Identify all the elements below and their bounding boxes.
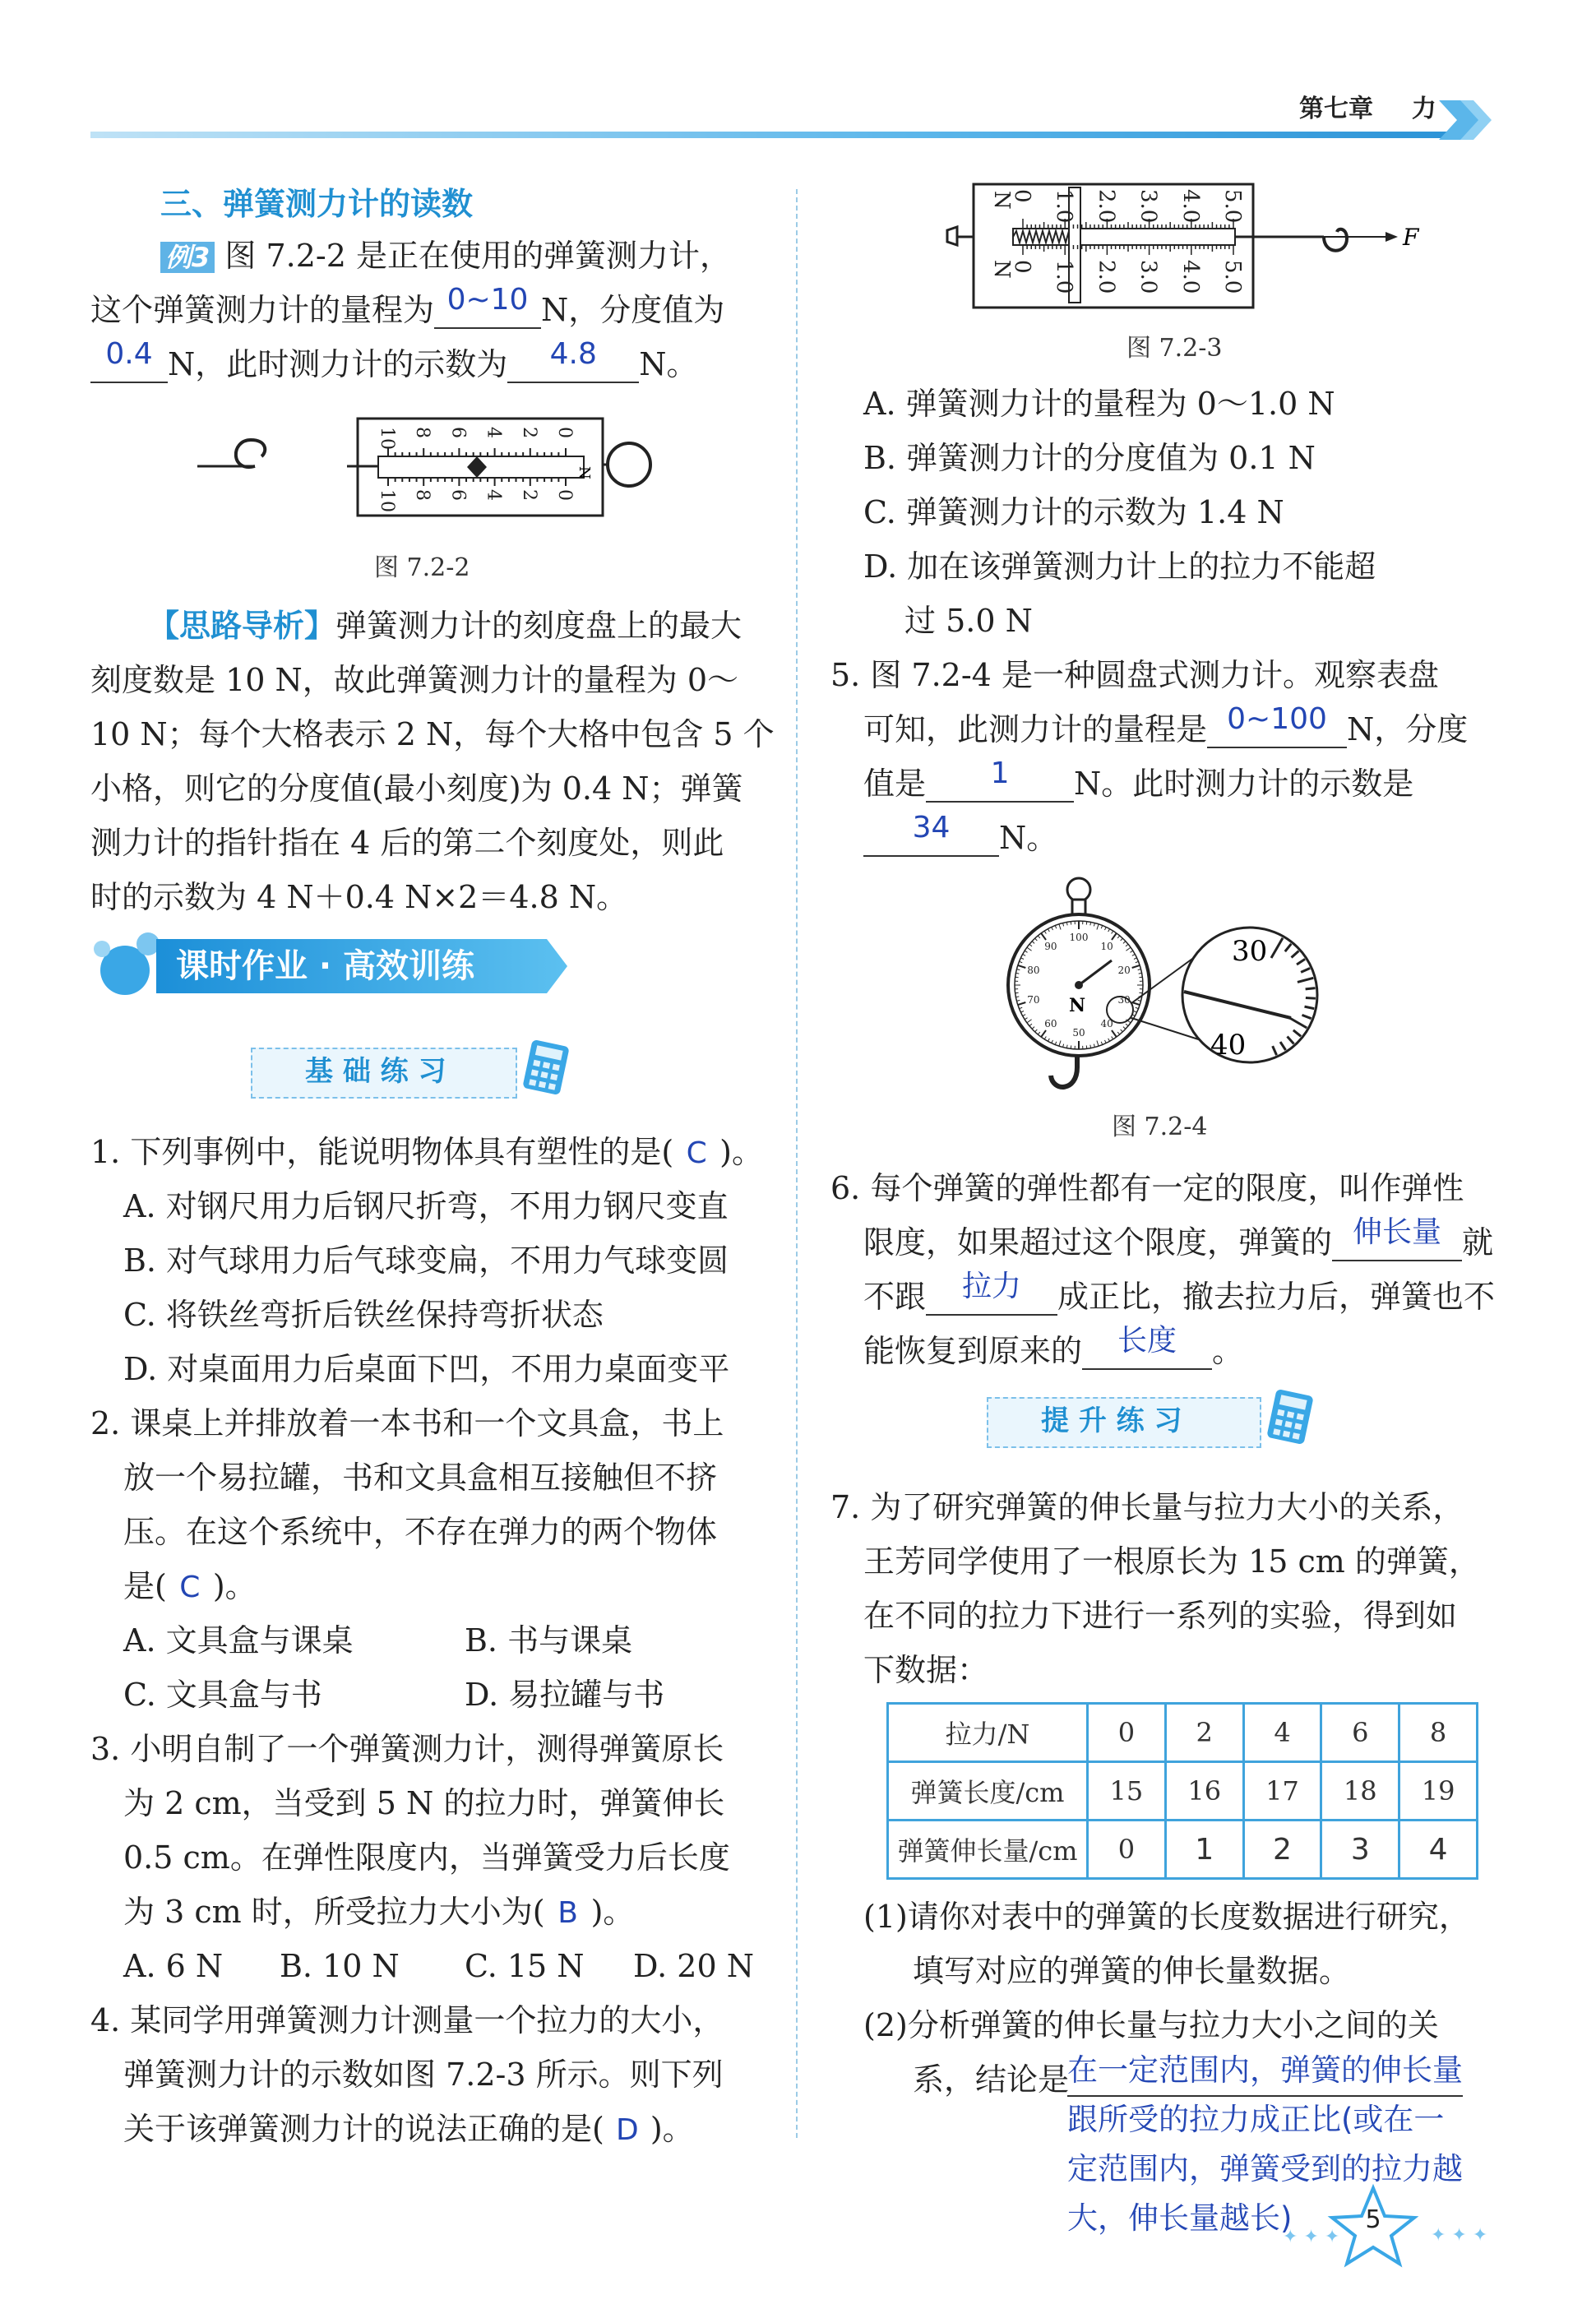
q7-conclusion-3: 定范围内，弹簧受到的拉力越 xyxy=(1067,2151,1463,2186)
scale-tick-label: 2.0 xyxy=(1094,260,1119,294)
scale-tick-label: 4.0 xyxy=(1177,189,1203,224)
scale-tick-label: 4.0 xyxy=(1177,260,1203,294)
q2-option-c: C. 文具盒与书 xyxy=(123,1677,322,1713)
homework-banner xyxy=(90,928,567,1002)
dial-label: 90 xyxy=(1044,941,1057,953)
q4-line1: 4. 某同学用弹簧测力计测量一个拉力的大小， xyxy=(90,2002,724,2038)
table-header-cell: 弹簧长度/cm xyxy=(888,1762,1088,1821)
q7-conclusion-1: 在一定范围内，弹簧的伸长量 xyxy=(1067,2046,1463,2097)
analysis-line4: 小格，则它的分度值(最小刻度)为 0.4 N；弹簧 xyxy=(90,770,743,807)
scale-tick-label: 1.0 xyxy=(1052,260,1077,294)
scale-tick-label: 10 xyxy=(377,489,397,512)
figure-spring-scale-horizontal xyxy=(197,415,658,522)
example3-text-2b: N，分度值为 xyxy=(541,292,725,328)
figure-caption-7-2-2: 图 7.2-2 xyxy=(374,553,470,582)
header-rule xyxy=(90,132,1472,138)
example3-text-1: 图 7.2-2 是正在使用的弹簧测力计， xyxy=(224,238,731,274)
q4-option-a: A. 弹簧测力计的量程为 0～1.0 N xyxy=(863,386,1335,422)
scale-tick-label: 6 xyxy=(447,489,469,501)
q1-close: )。 xyxy=(719,1134,763,1170)
advanced-practice-label: 提 升 练 习 xyxy=(1041,1404,1182,1437)
analysis-line2: 刻度数是 10 N，故此弹簧测力计的量程为 0～ xyxy=(90,662,739,698)
q2-last: 是( xyxy=(123,1568,167,1604)
dial-label: 50 xyxy=(1072,1027,1085,1039)
scale-tick-label: 1.0 xyxy=(1052,189,1077,224)
table-row xyxy=(888,1762,1478,1821)
table-cell: 16 xyxy=(1165,1762,1243,1821)
q7-line4: 下数据： xyxy=(863,1652,989,1688)
scale-tick-label: 6 xyxy=(447,427,469,438)
dial-label: 100 xyxy=(1069,932,1089,943)
q7-line1: 7. 为了研究弹簧的伸长量与拉力大小的关系， xyxy=(830,1489,1464,1525)
analysis-line1 xyxy=(148,599,742,653)
table-cell: 19 xyxy=(1399,1762,1478,1821)
force-label: F xyxy=(1403,224,1419,251)
q5-text-2a: 可知，此测力计的量程是 xyxy=(863,711,1208,747)
calculator-icon xyxy=(522,1039,573,1097)
q4-line2: 弹簧测力计的示数如图 7.2-3 所示。则下列 xyxy=(123,2057,724,2093)
q2-close: )。 xyxy=(212,1568,257,1604)
q1-stem xyxy=(90,1125,763,1181)
table-header-cell: 拉力/N xyxy=(888,1704,1088,1762)
q5-answer-division: 1 xyxy=(926,747,1074,803)
q3-option-b: B. 10 N xyxy=(280,1948,400,1984)
svg-text:N: N xyxy=(1069,995,1086,1016)
advanced-practice-tag xyxy=(987,1394,1332,1451)
q7-sub2-prefix: 系，结论是 xyxy=(913,2061,1070,2098)
scale-tick-label: 0 xyxy=(554,427,575,438)
q3-option-a: A. 6 N xyxy=(123,1948,224,1984)
q6-answer-3: 长度 xyxy=(1082,1314,1212,1370)
analysis-line6: 时的示数为 4 N＋0.4 N×2＝4.8 N。 xyxy=(90,879,628,915)
q3-last: 为 3 cm 时，所受拉力大小为( xyxy=(123,1894,545,1930)
analysis-label: 【思路导析】 xyxy=(148,608,336,644)
q6-text-2a: 限度，如果超过这个限度，弹簧的 xyxy=(863,1224,1333,1261)
dial-label: 70 xyxy=(1027,993,1040,1006)
calculator-icon xyxy=(1266,1389,1317,1446)
q3-line4 xyxy=(123,1885,634,1941)
q1-answer: C xyxy=(686,1136,707,1170)
q2-line4 xyxy=(123,1559,257,1615)
q2-option-a: A. 文具盒与课桌 xyxy=(123,1622,354,1659)
table-answer-cell: 2 xyxy=(1243,1821,1321,1879)
table-answer-cell: 4 xyxy=(1399,1821,1478,1879)
q6-text-2b: 就 xyxy=(1462,1224,1494,1261)
q4-option-d-cont: 过 5.0 N xyxy=(904,603,1033,639)
table-cell: 0 xyxy=(1088,1821,1166,1879)
example-badge: 例3 xyxy=(160,242,215,273)
table-cell: 0 xyxy=(1088,1704,1166,1762)
q1-option-b: B. 对气球用力后气球变扁，不用力气球变圆 xyxy=(123,1242,729,1279)
figure-caption-7-2-3: 图 7.2-3 xyxy=(1126,334,1223,363)
table-row xyxy=(888,1704,1478,1762)
scale-tick-label: 8 xyxy=(412,489,433,501)
q6-line1: 6. 每个弹簧的弹性都有一定的限度，叫作弹性 xyxy=(830,1170,1464,1206)
data-table xyxy=(886,1702,1478,1880)
basic-practice-label: 基 础 练 习 xyxy=(305,1055,446,1088)
q6-text-3b: 成正比，撤去拉力后，弹簧也不 xyxy=(1057,1279,1496,1315)
header-chapter-title: 力 xyxy=(1411,95,1436,123)
q6-line4 xyxy=(863,1324,1243,1381)
figure-caption-7-2-4: 图 7.2-4 xyxy=(1112,1113,1208,1141)
page-number-star-icon xyxy=(1283,2183,1497,2274)
dial-label: 60 xyxy=(1044,1017,1057,1029)
q6-text-3a: 不跟 xyxy=(863,1279,927,1315)
answer-reading: 4.8 xyxy=(507,327,639,383)
q5-text-3b: N。此时测力计的示数是 xyxy=(1074,766,1414,802)
q7-line2: 王芳同学使用了一根原长为 15 cm 的弹簧， xyxy=(863,1543,1480,1580)
analysis-line5: 测力计的指针指在 4 后的第二个刻度处，则此 xyxy=(90,825,724,861)
dial-label: 20 xyxy=(1117,965,1131,977)
dial-label: 10 xyxy=(1100,941,1113,953)
scale-unit: N xyxy=(989,260,1014,279)
table-answer-cell: 1 xyxy=(1165,1821,1243,1879)
scale-tick-label: 2.0 xyxy=(1094,189,1119,224)
banner-title: 课时作业 · 高效训练 xyxy=(176,947,475,985)
table-cell: 2 xyxy=(1165,1704,1243,1762)
example3-line3 xyxy=(90,337,698,395)
q4-option-d: D. 加在该弹簧测力计上的拉力不能超 xyxy=(863,548,1376,585)
scale-tick-label: 3.0 xyxy=(1136,189,1161,224)
q5-text-2b: N，分度 xyxy=(1347,711,1469,747)
q5-text-4b: N。 xyxy=(999,820,1058,856)
q4-last: 关于该弹簧测力计的说法正确的是( xyxy=(123,2111,604,2147)
table-cell: 15 xyxy=(1088,1762,1166,1821)
q6-text-4b: 。 xyxy=(1212,1333,1244,1369)
q6-answer-1: 伸长量 xyxy=(1332,1205,1462,1261)
table-header-cell: 弹簧伸长量/cm xyxy=(888,1821,1088,1879)
q7-conclusion-2: 跟所受的拉力成正比(或在一 xyxy=(1067,2102,1445,2137)
scale-unit: N xyxy=(989,191,1014,210)
q2-answer: C xyxy=(179,1571,201,1604)
q1-stem-text: 1. 下列事例中，能说明物体具有塑性的是( xyxy=(90,1134,674,1170)
example3-text-3a: N，此时测力计的示数为 xyxy=(168,346,508,382)
q1-option-a: A. 对钢尺用力后钢尺折弯，不用力钢尺变直 xyxy=(123,1188,729,1224)
q4-option-b: B. 弹簧测力计的分度值为 0.1 N xyxy=(863,440,1316,476)
example3-text-2a: 这个弹簧测力计的量程为 xyxy=(90,292,435,328)
basic-practice-tag xyxy=(251,1044,580,1102)
q5-answer-range: 0~100 xyxy=(1207,692,1347,748)
q4-option-c: C. 弹簧测力计的示数为 1.4 N xyxy=(863,494,1284,530)
analysis-line3: 10 N；每个大格表示 2 N，每个大格中包含 5 个 xyxy=(90,716,775,752)
table-cell: 17 xyxy=(1243,1762,1321,1821)
q2-option-d: D. 易拉罐与书 xyxy=(465,1677,665,1713)
table-cell: 8 xyxy=(1399,1704,1478,1762)
scale-unit: N xyxy=(576,466,593,479)
q7-conclusion-4: 大，伸长量越长) xyxy=(1067,2200,1293,2236)
page-number: 5 xyxy=(1365,2205,1381,2234)
table-cell: 4 xyxy=(1243,1704,1321,1762)
q1-option-d: D. 对桌面用力后桌面下凹，不用力桌面变平 xyxy=(123,1351,730,1387)
header-arrow-icon xyxy=(1439,97,1497,143)
scale-tick-label: 2 xyxy=(518,489,539,501)
q2-line1: 2. 课桌上并排放着一本书和一个文具盒，书上 xyxy=(90,1405,724,1441)
scale-tick-label: 8 xyxy=(412,427,433,438)
q6-text-4a: 能恢复到原来的 xyxy=(863,1333,1083,1369)
dial-label: 80 xyxy=(1027,965,1040,977)
q7-line3: 在不同的拉力下进行一系列的实验，得到如 xyxy=(863,1598,1458,1634)
section-title: 三、弹簧测力计的读数 xyxy=(160,186,474,222)
table-row xyxy=(888,1821,1478,1879)
q2-option-b: B. 书与课桌 xyxy=(465,1622,633,1659)
scale-tick-label: 4 xyxy=(483,427,504,438)
q3-option-d: D. 20 N xyxy=(633,1948,754,1984)
dial-label: 30 xyxy=(1117,993,1131,1006)
svg-text:40: 40 xyxy=(1210,1029,1247,1062)
q5-text-3a: 值是 xyxy=(863,766,927,802)
scale-tick-label: 2 xyxy=(518,427,539,438)
q4-answer: D xyxy=(615,2113,639,2147)
scale-tick-label: 3.0 xyxy=(1136,260,1161,294)
q6-answer-2: 拉力 xyxy=(926,1260,1057,1316)
scale-tick-label: 5.0 xyxy=(1220,189,1245,224)
scale-tick-label: 0 xyxy=(1010,260,1034,274)
table-cell: 18 xyxy=(1321,1762,1399,1821)
figure-dial-force-meter xyxy=(1003,870,1332,1117)
header-chapter xyxy=(1299,82,1436,136)
figure-spring-scale-vertical-ticks xyxy=(937,179,1431,319)
scale-tick-label: 5.0 xyxy=(1220,260,1245,294)
q5-line1: 5. 图 7.2-4 是一种圆盘式测力计。观察表盘 xyxy=(830,657,1439,693)
analysis-text: 弹簧测力计的刻度盘上的最大 xyxy=(335,608,742,644)
scale-tick-label: 4 xyxy=(483,489,504,501)
q2-line2: 放一个易拉罐，书和文具盒相互接触但不挤 xyxy=(123,1460,718,1496)
scale-tick-label: 10 xyxy=(377,427,397,450)
q3-answer: B xyxy=(557,1896,578,1930)
q2-line3: 压。在这个系统中，不存在弹力的两个物体 xyxy=(123,1514,718,1550)
q5-answer-reading: 34 xyxy=(863,801,999,857)
example3-text-3b: N。 xyxy=(639,346,698,382)
table-answer-cell: 3 xyxy=(1321,1821,1399,1879)
column-divider xyxy=(796,189,798,2138)
q1-option-c: C. 将铁丝弯折后铁丝保持弯折状态 xyxy=(123,1297,604,1333)
q3-line3: 0.5 cm。在弹性限度内，当弹簧受力后长度 xyxy=(123,1839,730,1876)
q3-line2: 为 2 cm，当受到 5 N 的拉力时，弹簧伸长 xyxy=(123,1785,725,1821)
q3-option-c: C. 15 N xyxy=(465,1948,585,1984)
scale-tick-label: 0 xyxy=(554,489,575,501)
page-header xyxy=(90,90,1488,140)
answer-division: 0.4 xyxy=(90,327,168,383)
svg-text:30: 30 xyxy=(1232,935,1268,968)
svg-text:✦ ✦ ✦: ✦ ✦ ✦ xyxy=(1431,2225,1488,2246)
q4-line3 xyxy=(123,2102,694,2158)
dial-label: 40 xyxy=(1100,1017,1113,1029)
q3-line1: 3. 小明自制了一个弹簧测力计，测得弹簧原长 xyxy=(90,1731,724,1767)
q7-sub1-line1: (1)请你对表中的弹簧的长度数据进行研究， xyxy=(863,1899,1470,1935)
table-cell: 6 xyxy=(1321,1704,1399,1762)
header-chapter-label: 第七章 xyxy=(1299,95,1373,123)
q4-close: )。 xyxy=(650,2111,694,2147)
svg-text:✦ ✦ ✦: ✦ ✦ ✦ xyxy=(1283,2227,1340,2247)
q5-line4 xyxy=(863,811,1057,868)
answer-range: 0~10 xyxy=(434,273,541,329)
q7-sub2-line1: (2)分析弹簧的伸长量与拉力大小之间的关 xyxy=(863,2007,1439,2043)
q7-sub1-line2: 填写对应的弹簧的伸长量数据。 xyxy=(913,1953,1351,1989)
scale-tick-label: 0 xyxy=(1010,189,1034,203)
q3-close: )。 xyxy=(590,1894,635,1930)
